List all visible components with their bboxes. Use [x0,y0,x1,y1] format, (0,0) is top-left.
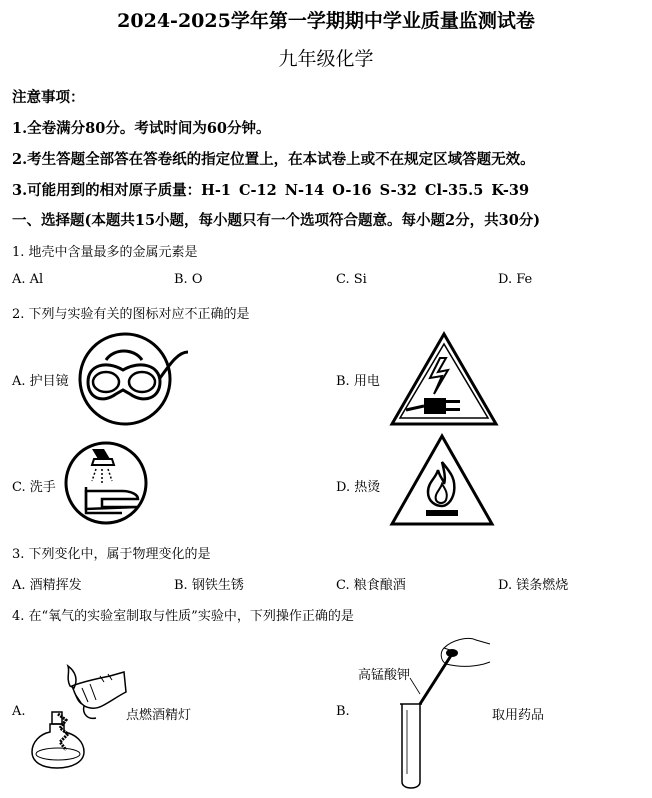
note-item-3: 3.可能用到的相对原子质量：H-1 C-12 N-14 O-16 S-32 Cl-35.5 K-39 [12,182,530,199]
q1-option-a: A. Al [12,272,44,287]
electricity-icon [388,330,500,428]
hot-icon [388,432,496,528]
section-heading: 一、选择题(本题共15小题，每小题只有一个选项符合题意。每小题2分，共30分) [12,212,541,229]
q2-option-b: B. 用电 [336,374,380,389]
exam-subtitle: 九年级化学 [278,48,374,70]
question-4-stem: 4. 在“氧气的实验室制取与性质”实验中，下列操作正确的是 [12,609,354,624]
alcohol-lamp-icon [30,662,130,772]
q1-option-d: D. Fe [498,272,533,287]
handwash-icon [62,437,154,529]
q2-option-d: D. 热烫 [336,480,381,495]
question-3-stem: 3. 下列变化中，属于物理变化的是 [12,547,211,562]
q4-option-a-label: 点燃酒精灯 [126,708,192,723]
q3-option-a: A. 酒精挥发 [12,578,82,593]
q2-option-c: C. 洗手 [12,480,56,495]
note-item-2: 2.考生答题全部答在答卷纸的指定位置上，在本试卷上或不在规定区域答题无效。 [12,151,535,168]
q1-option-b: B. O [174,272,203,287]
q1-option-c: C. Si [336,272,367,287]
question-1-stem: 1. 地壳中含量最多的金属元素是 [12,245,198,260]
goggles-icon [78,330,190,428]
q4-option-a: A. [12,704,26,719]
q3-option-c: C. 粮食酿酒 [336,578,406,593]
note-item-1: 1.全卷满分80分。考试时间为60分钟。 [12,120,271,137]
notes-heading: 注意事项： [12,89,85,106]
q3-option-d: D. 镁条燃烧 [498,578,569,593]
exam-title: 2024-2025学年第一学期期中学业质量监测试卷 [117,10,535,32]
q3-option-b: B. 钢铁生锈 [174,578,244,593]
test-tube-icon [380,634,500,798]
q4-option-b: B. [336,704,350,719]
q4-option-b-label: 取用药品 [492,708,545,723]
q2-option-a: A. 护目镜 [12,374,69,389]
kmno4-label: 高锰酸钾 [358,668,411,683]
question-2-stem: 2. 下列与实验有关的图标对应不正确的是 [12,307,250,322]
